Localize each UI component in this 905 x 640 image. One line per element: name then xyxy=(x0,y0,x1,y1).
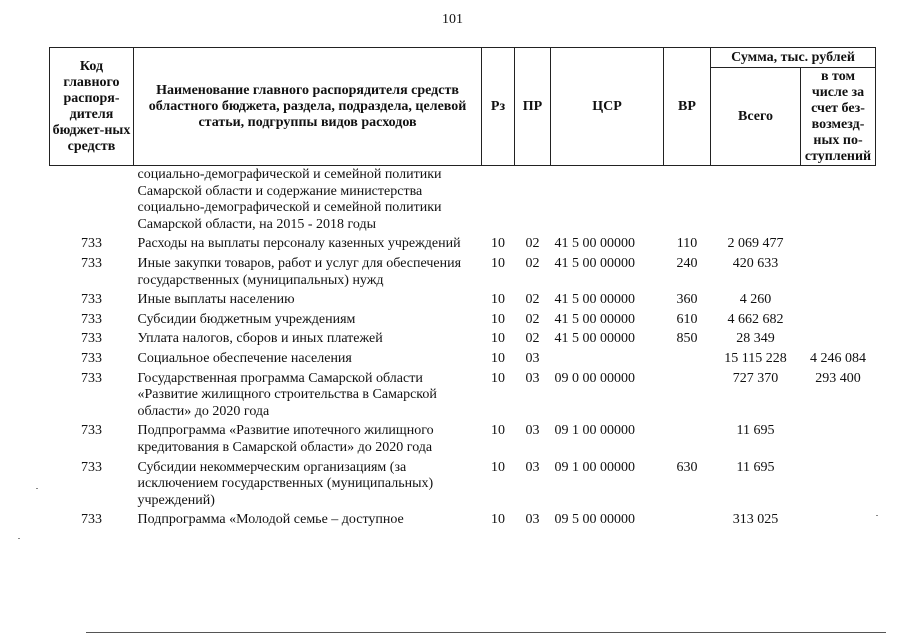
cell-code xyxy=(50,166,134,236)
cell-rz xyxy=(482,166,515,236)
cell-csr xyxy=(551,166,664,236)
cell-free xyxy=(801,255,876,291)
scan-speck xyxy=(36,488,38,489)
cell-csr: 41 5 00 00000 xyxy=(554,236,635,252)
cell-pr: 02 xyxy=(525,292,540,308)
table-row xyxy=(50,330,876,350)
cell-code: 733 xyxy=(81,236,102,252)
header-vr: ВР xyxy=(664,48,711,166)
cell-rz: 10 xyxy=(491,512,505,528)
cell-rz: 10 xyxy=(491,459,505,475)
table-row xyxy=(50,235,876,255)
header-rz: Рз xyxy=(482,48,515,166)
cell-code: 733 xyxy=(81,255,102,271)
header-name: Наименование главного распорядителя средств областного бюджета, раздела, подраздела, целевой статьи, подгруппы видов расходов xyxy=(134,48,482,166)
cell-rz: 10 xyxy=(491,292,505,308)
cell-rz: 10 xyxy=(491,236,505,252)
cell-pr: 02 xyxy=(525,255,540,271)
cell-vr: 240 xyxy=(676,255,698,271)
table-row xyxy=(50,291,876,311)
cell-total: 313 025 xyxy=(732,512,779,528)
table-row xyxy=(50,370,876,423)
cell-vr xyxy=(664,422,711,458)
header-total: Всего xyxy=(711,68,801,166)
cell-vr: 360 xyxy=(676,292,698,308)
table-row xyxy=(50,311,876,331)
table-body xyxy=(50,166,876,531)
cell-name: Субсидии некоммерческим организациям (за исключением государственных (муниципальных) учреждений) xyxy=(137,459,434,508)
cell-vr xyxy=(664,350,711,370)
table-row xyxy=(50,166,876,236)
cell-pr: 03 xyxy=(525,350,540,366)
cell-csr: 41 5 00 00000 xyxy=(554,292,635,308)
cell-csr: 09 1 00 00000 xyxy=(554,459,635,475)
cell-total: 11 695 xyxy=(736,423,775,439)
cell-pr: 03 xyxy=(525,512,540,528)
cell-name: Иные выплаты населению xyxy=(137,292,295,308)
cell-code: 733 xyxy=(81,350,102,366)
cell-code: 733 xyxy=(81,370,102,386)
cell-total xyxy=(711,166,801,236)
cell-vr: 850 xyxy=(676,331,698,347)
cell-total: 420 633 xyxy=(732,255,779,271)
cell-total: 15 115 228 xyxy=(724,350,787,366)
table-row xyxy=(50,350,876,370)
cell-pr: 02 xyxy=(525,331,540,347)
cell-name: Расходы на выплаты персоналу казенных учреждений xyxy=(137,236,461,252)
cell-free xyxy=(801,459,876,512)
cell-pr: 03 xyxy=(525,423,540,439)
cell-free xyxy=(801,330,876,350)
cell-csr: 09 5 00 00000 xyxy=(554,512,635,528)
cell-pr xyxy=(515,166,551,236)
cell-code: 733 xyxy=(81,423,102,439)
cell-name: Субсидии бюджетным учреждениям xyxy=(137,311,356,327)
cell-total: 4 662 682 xyxy=(727,311,784,327)
cell-free xyxy=(801,422,876,458)
cell-vr: 610 xyxy=(676,311,698,327)
cell-pr: 02 xyxy=(525,311,540,327)
cell-free: 293 400 xyxy=(815,370,861,386)
cell-free xyxy=(801,235,876,255)
header-sum: Сумма, тыс. рублей xyxy=(711,48,876,68)
cell-code: 733 xyxy=(81,311,102,327)
cell-name: Иные закупки товаров, работ и услуг для обеспечения государственных (муниципальных) нужд xyxy=(137,255,462,288)
cell-vr xyxy=(664,370,711,423)
cell-vr: 630 xyxy=(676,459,698,475)
cell-rz: 10 xyxy=(491,311,505,327)
scan-speck xyxy=(876,515,878,516)
cell-rz: 10 xyxy=(491,331,505,347)
cell-pr: 03 xyxy=(525,459,540,475)
table-header xyxy=(50,48,876,166)
cell-rz: 10 xyxy=(491,370,505,386)
cell-code: 733 xyxy=(81,459,102,475)
cell-code: 733 xyxy=(81,331,102,347)
cell-rz: 10 xyxy=(491,255,505,271)
table-row xyxy=(50,511,876,531)
cell-free xyxy=(801,166,876,236)
cell-free xyxy=(801,291,876,311)
header-csr: ЦСР xyxy=(551,48,664,166)
cell-rz: 10 xyxy=(491,423,505,439)
cell-free xyxy=(801,511,876,531)
cell-csr: 09 0 00 00000 xyxy=(554,370,635,386)
cell-code: 733 xyxy=(81,292,102,308)
cell-code: 733 xyxy=(81,512,102,528)
header-free: в том числе за счет без-возмезд-ных по-ступлений xyxy=(801,68,876,166)
scan-speck xyxy=(18,538,20,539)
cell-csr: 41 5 00 00000 xyxy=(554,331,635,347)
cell-name: Уплата налогов, сборов и иных платежей xyxy=(137,331,383,347)
cell-pr: 02 xyxy=(525,236,540,252)
cell-total: 11 695 xyxy=(736,459,775,475)
cell-csr: 09 1 00 00000 xyxy=(554,423,635,439)
header-pr: ПР xyxy=(515,48,551,166)
cell-total: 727 370 xyxy=(732,370,779,386)
cell-name: Социальное обеспечение населения xyxy=(137,350,352,366)
budget-table xyxy=(49,47,876,531)
page-number: 101 xyxy=(442,12,463,27)
table-row xyxy=(50,255,876,291)
cell-csr xyxy=(551,350,664,370)
cell-name: Подпрограмма «Молодой семье – доступное xyxy=(137,512,404,528)
cell-csr: 41 5 00 00000 xyxy=(554,311,635,327)
header-code: Код главного распоря-дителя бюджет-ных средств xyxy=(50,48,134,166)
cell-vr xyxy=(664,166,711,236)
table-row xyxy=(50,459,876,512)
cell-total: 4 260 xyxy=(739,292,772,308)
bottom-rule xyxy=(86,632,886,633)
cell-vr xyxy=(664,511,711,531)
cell-total: 28 349 xyxy=(736,331,775,347)
cell-csr: 41 5 00 00000 xyxy=(554,255,635,271)
cell-rz: 10 xyxy=(491,350,505,366)
cell-pr: 03 xyxy=(525,370,540,386)
cell-name: социально-демографической и семейной политики Самарской области и содержание министерства социально-демографической и семейной политики Самарской области, на 2015 - 2018 годы xyxy=(137,167,442,232)
cell-total: 2 069 477 xyxy=(727,236,784,252)
table-row xyxy=(50,422,876,458)
cell-free xyxy=(801,311,876,331)
cell-name: Государственная программа Самарской области «Развитие жилищного строительства в Самарской области» до 2020 года xyxy=(137,370,437,419)
cell-free: 4 246 084 xyxy=(810,350,866,366)
cell-name: Подпрограмма «Развитие ипотечного жилищного кредитования в Самарской области» до 2020 года xyxy=(137,423,434,455)
cell-vr: 110 xyxy=(676,236,698,252)
